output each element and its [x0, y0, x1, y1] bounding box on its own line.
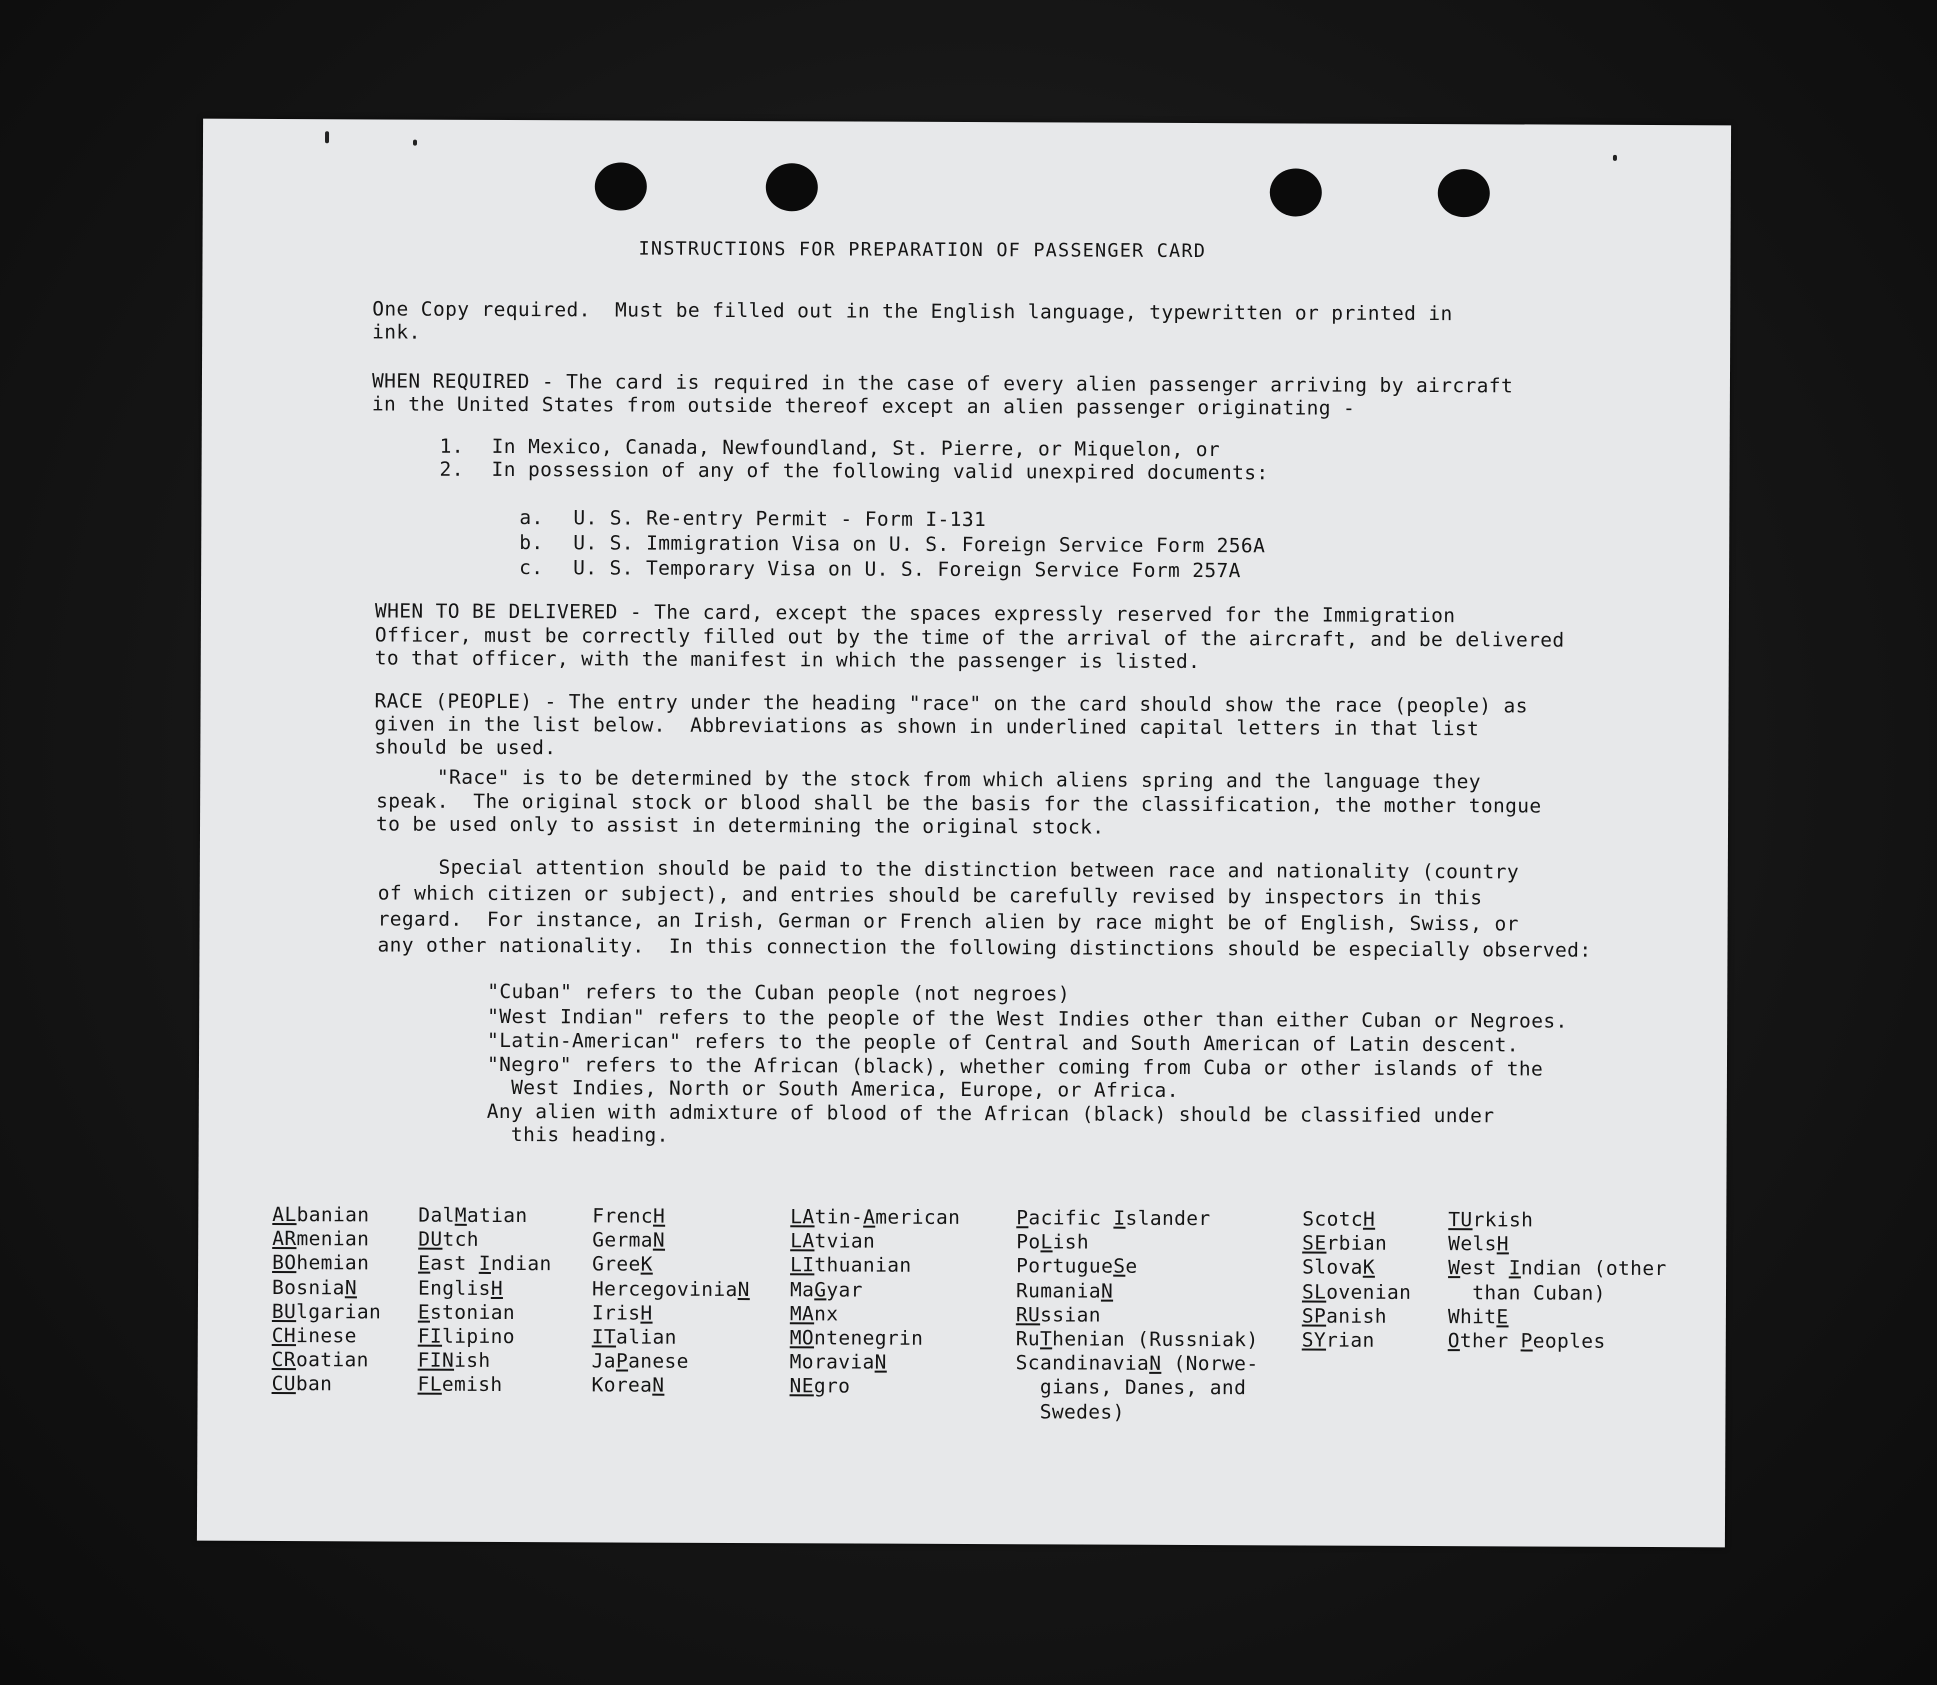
- distinction-line-6: Any alien with admixture of blood of the African (black) should be classified under: [486, 1099, 1495, 1128]
- race-entry: GreeK: [592, 1252, 653, 1277]
- race-entry: RumaniaN: [1015, 1278, 1114, 1303]
- distinction-line-5: West Indies, North or South America, Europe, or Africa.: [486, 1075, 1179, 1102]
- lettered-item-text: U. S. Immigration Visa on U. S. Foreign Service Form 256A: [573, 531, 1266, 558]
- race-column-6: [1302, 1207, 1412, 1353]
- distinction-line-7: this heading.: [486, 1122, 669, 1147]
- race-entry: IrisH: [591, 1301, 653, 1325]
- race-entry: KoreaN: [591, 1373, 665, 1398]
- scan-speck: [325, 131, 329, 143]
- race-entry: BosniaN: [271, 1275, 358, 1299]
- race-column-2: [418, 1204, 552, 1398]
- race-column-3: [592, 1204, 751, 1398]
- race-people-line-3: should be used.: [374, 735, 557, 760]
- race-entry: SlovaK: [1302, 1255, 1376, 1280]
- race-entry: MoraviaN: [789, 1350, 887, 1374]
- distinction-line-3: "Latin-American" refers to the people of Central and South American of Latin descent.: [487, 1028, 1520, 1057]
- race-entry: SPanish: [1301, 1304, 1387, 1328]
- punch-hole: [1438, 169, 1490, 217]
- special-attention-line-3: regard. For instance, an Irish, German or French alien by race might be of English, Swiss, or: [377, 907, 1519, 936]
- scan-speck: [1613, 155, 1617, 161]
- race-entry: FrencH: [592, 1204, 666, 1228]
- when-required-line-1: WHEN REQUIRED - The card is required in the case of every alien passenger arriving by aircraft: [371, 369, 1514, 398]
- race-list: [271, 1203, 1712, 1429]
- lettered-item-letter: c.: [519, 556, 544, 580]
- race-entry: Estonian: [417, 1300, 516, 1324]
- race-entry: DUtch: [418, 1227, 479, 1252]
- race-entry: gians, Danes, and: [1015, 1375, 1247, 1400]
- intro-line-2: ink.: [372, 320, 421, 344]
- special-attention-line-1: Special attention should be paid to the distinction between race and nationality (country: [377, 855, 1520, 884]
- special-attention-line-4: any other nationality. In this connection the following distinctions should be especially observed:: [377, 933, 1592, 962]
- distinction-line-2: "West Indian" refers to the people of the West Indies other than either Cuban or Negroes.: [487, 1004, 1568, 1033]
- race-entry: West Indian (other: [1448, 1256, 1667, 1281]
- race-entry: BUlgarian: [271, 1299, 382, 1324]
- document-page: [197, 119, 1731, 1548]
- race-entry: CRoatian: [271, 1348, 369, 1372]
- race-entry: PortugueSe: [1016, 1254, 1138, 1279]
- race-entry: LAtin-American: [790, 1205, 961, 1229]
- race-entry: PoLish: [1016, 1230, 1090, 1254]
- race-entry: Swedes): [1015, 1399, 1125, 1424]
- distinction-line-4: "Negro" refers to the African (black), whether coming from Cuba or other islands of the: [486, 1052, 1544, 1081]
- race-entry: ITalian: [591, 1325, 677, 1349]
- race-entry: CHinese: [271, 1324, 357, 1348]
- race-determined-line-1: "Race" is to be determined by the stock from which aliens spring and the language they: [376, 765, 1482, 794]
- race-entry: BOhemian: [272, 1251, 370, 1275]
- race-determined-line-3: to be used only to assist in determining the original stock.: [375, 812, 1105, 839]
- race-entry: LIthuanian: [790, 1253, 912, 1278]
- race-entry: than Cuban): [1447, 1280, 1606, 1305]
- lettered-item-letter: b.: [519, 531, 544, 555]
- special-attention-line-2: of which citizen or subject), and entries should be carefully revised by inspectors in this: [377, 881, 1483, 910]
- race-entry: SErbian: [1302, 1231, 1388, 1256]
- when-delivered-line-1: WHEN TO BE DELIVERED - The card, except the spaces expressly reserved for the Immigration: [374, 599, 1456, 628]
- race-entry: WhitE: [1447, 1304, 1509, 1329]
- race-people-line-2: given in the list below. Abbreviations as shown in underlined capital letters in that list: [374, 712, 1480, 741]
- race-entry: ScandinaviaN (Norwe-: [1015, 1351, 1259, 1376]
- race-entry: LAtvian: [790, 1229, 876, 1253]
- race-column-1: [272, 1203, 382, 1397]
- when-required-line-2: in the United States from outside thereof except an alien passenger originating -: [371, 392, 1356, 420]
- intro-line-1: One Copy required. Must be filled out in the English language, typewritten or printed in: [372, 297, 1453, 326]
- race-entry: TUrkish: [1448, 1208, 1534, 1232]
- race-entry: SLovenian: [1301, 1280, 1412, 1304]
- race-column-5: [1015, 1206, 1259, 1425]
- lettered-item-letter: a.: [519, 506, 544, 530]
- when-delivered-line-2: Officer, must be correctly filled out by the time of the arrival of the aircraft, and be delivered: [374, 623, 1565, 652]
- race-entry: CUban: [271, 1372, 333, 1396]
- race-entry: JaPanese: [591, 1349, 689, 1374]
- race-entry: FLemish: [417, 1373, 503, 1397]
- distinction-line-1: "Cuban" refers to the Cuban people (not negroes): [487, 979, 1071, 1006]
- race-entry: FIlipino: [417, 1324, 515, 1349]
- race-entry: DalMatian: [418, 1203, 528, 1228]
- document-title: INSTRUCTIONS FOR PREPARATION OF PASSENGER CARD: [638, 238, 1207, 263]
- race-entry: MAnx: [789, 1302, 839, 1326]
- race-entry: Pacific Islander: [1016, 1206, 1211, 1231]
- numbered-item-text: In Mexico, Canada, Newfoundland, St. Pierre, or Miquelon, or: [491, 434, 1221, 462]
- race-entry: SYrian: [1301, 1328, 1375, 1352]
- numbered-item-number: 2.: [439, 457, 464, 481]
- numbered-item-text: In possession of any of the following valid unexpired documents:: [491, 457, 1269, 485]
- race-entry: Other Peoples: [1447, 1329, 1606, 1353]
- race-column-7: [1448, 1208, 1667, 1354]
- race-entry: MOntenegrin: [789, 1326, 924, 1350]
- race-entry: FINish: [417, 1348, 491, 1373]
- race-entry: GermaN: [592, 1228, 666, 1252]
- punch-hole: [595, 162, 647, 210]
- race-people-line-1: RACE (PEOPLE) - The entry under the heading "race" on the card should show the race (people) as: [374, 689, 1528, 718]
- race-entry: NEgro: [789, 1374, 851, 1398]
- punch-hole: [1270, 168, 1322, 216]
- race-column-4: [790, 1205, 961, 1399]
- race-entry: ScotcH: [1302, 1207, 1376, 1231]
- lettered-item-text: U. S. Temporary Visa on U. S. Foreign Service Form 257A: [573, 556, 1241, 583]
- lettered-item-text: U. S. Re-entry Permit - Form I-131: [573, 506, 987, 532]
- race-entry: ALbanian: [272, 1202, 370, 1227]
- when-delivered-line-3: to that officer, with the manifest in which the passenger is listed.: [374, 646, 1201, 674]
- race-entry: WelsH: [1448, 1232, 1509, 1256]
- race-entry: HercegoviniaN: [591, 1276, 750, 1301]
- race-entry: EnglisH: [417, 1276, 504, 1300]
- race-entry: East Indian: [418, 1252, 552, 1276]
- numbered-item-number: 1.: [439, 434, 465, 458]
- race-entry: RUssian: [1015, 1303, 1101, 1327]
- race-entry: ARmenian: [272, 1227, 370, 1251]
- race-entry: RuThenian (Russniak): [1015, 1327, 1259, 1352]
- race-entry: MaGyar: [789, 1277, 863, 1302]
- race-determined-line-2: speak. The original stock or blood shall be the basis for the classification, the mother tongue: [376, 789, 1542, 818]
- punch-hole: [766, 163, 818, 211]
- scan-speck: [413, 140, 417, 146]
